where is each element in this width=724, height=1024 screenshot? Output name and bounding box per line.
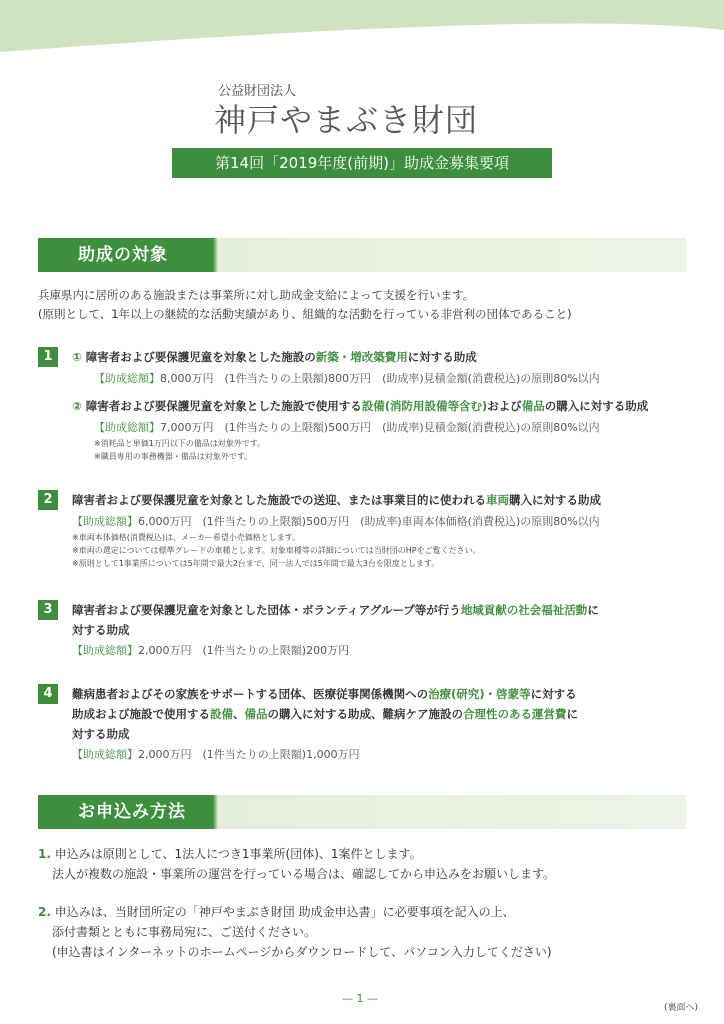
item-3-amount: 【助成総額】2,000万円 (1件当たりの上限額)200万円 xyxy=(72,644,350,657)
item-2-amount: 【助成総額】6,000万円 (1件当たりの上限額)500万円 (助成率)車両本体価格(消費税込)の原則80%以内 xyxy=(72,515,600,528)
page-number: — 1 — xyxy=(342,992,378,1005)
item-number-badge: 4 xyxy=(38,684,58,704)
item-3-title: 障害者および要保護児童を対象とした団体・ボランティアグループ等が行う地域貢献の社会福祉活動に xyxy=(72,603,599,617)
item-3-title-line2: 対する助成 xyxy=(72,623,130,637)
item-4-amount: 【助成総額】2,000万円 (1件当たりの上限額)1,000万円 xyxy=(72,748,360,761)
item-4-title-line3: 対する助成 xyxy=(72,727,130,741)
section-heading-label: 助成の対象 xyxy=(78,245,168,265)
item-number-badge: 1 xyxy=(38,347,58,367)
item-4-title-line2: 助成および施設で使用する設備、備品の購入に対する助成、難病ケア施設の合理性のある運営費に xyxy=(72,707,578,721)
note: ※職員専用の事務機器・備品は対象外です。 xyxy=(94,452,253,461)
apply-step-2: 2. 申込みは、当財団所定の「神戸やまぶき財団 助成金申込書」に必要事項を記入の上、 添付書類とともに事務局宛に、ご送付ください。 (申込書はインターネットのホームページからダウンロードして、パソコン入力してください) xyxy=(38,905,552,959)
note: ※消耗品と単価1万円以下の備品は対象外です。 xyxy=(94,439,266,448)
top-decorative-band xyxy=(0,0,724,60)
org-type: 公益財団法人 xyxy=(218,84,297,99)
note: ※車両の選定については標準グレードの車種とします。対象車種等の詳細については当財団のHPをご覧ください。 xyxy=(72,546,481,555)
item-1-1-title: ① 障害者および要保護児童を対象とした施設の新築・増改築費用に対する助成 xyxy=(72,350,477,364)
item-1-2-title: ② 障害者および要保護児童を対象とした施設で使用する設備(消防用設備等含む)および備品の購入に対する助成 xyxy=(72,399,649,413)
org-name: 神戸やまぶき財団 xyxy=(214,101,479,139)
back-side-note: (裏面へ) xyxy=(664,1003,699,1013)
item-1-2-amount: 【助成総額】7,000万円 (1件当たりの上限額)500万円 (助成率)見積金額(消費税込)の原則80%以内 xyxy=(94,421,600,434)
item-1-1-amount: 【助成総額】8,000万円 (1件当たりの上限額)800万円 (助成率)見積金額(消費税込)の原則80%以内 xyxy=(94,372,600,385)
item-number-badge: 2 xyxy=(38,490,58,510)
apply-step-1: 1. 申込みは原則として、1法人につき1事業所(団体)、1案件とします。 法人が複数の施設・事業所の運営を行っている場合は、確認してから申込みをお願いします。 xyxy=(38,847,556,881)
edition-banner: 第14回「2019年度(前期)」助成金募集要項 xyxy=(172,148,552,178)
item-number-badge: 3 xyxy=(38,600,58,620)
note: ※原則として1事業所については5年間で最大2台まで、同一法人では5年間で最大3台を限度とします。 xyxy=(72,559,440,568)
section-heading-label: お申込み方法 xyxy=(78,802,186,822)
item-4-title-line1: 難病患者およびその家族をサポートする団体、医療従事関係機関への治療(研究)・啓蒙等に対する xyxy=(72,687,577,701)
intro-line: 兵庫県内に居所のある施設または事業所に対し助成金支給によって支援を行います。 xyxy=(38,288,475,302)
note: ※車両本体価格(消費税込)は、メーカー希望小売価格とします。 xyxy=(72,533,301,542)
section-heading-apply xyxy=(38,795,686,829)
section-heading-target xyxy=(38,238,686,272)
intro-text xyxy=(38,286,572,324)
intro-line: (原則として、1年以上の継続的な活動実績があり、組織的な活動を行っている非営利の団体であること) xyxy=(38,307,572,321)
item-2-title: 障害者および要保護児童を対象とした施設での送迎、または事業目的に使われる車両購入に対する助成 xyxy=(72,493,601,507)
